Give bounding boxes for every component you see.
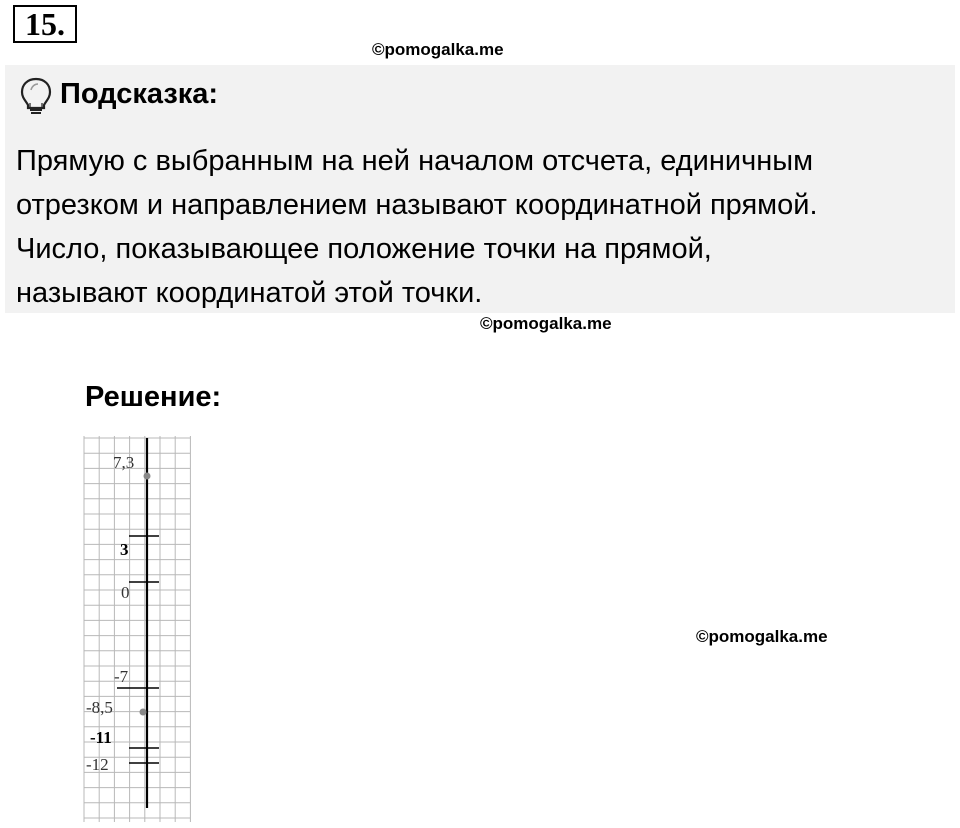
problem-number: 15. [13, 5, 77, 43]
hint-panel [5, 65, 955, 313]
axis-label: 7,3 [113, 453, 135, 472]
axis-label: 3 [120, 540, 129, 559]
axis-label: -7 [114, 667, 129, 686]
hint-line: отрезком и направлением называют координатной прямой. [16, 189, 818, 221]
point-marker [140, 709, 147, 716]
axis-label: 0 [121, 583, 130, 602]
coordinate-line-figure [80, 436, 195, 824]
watermark: ©pomogalka.me [372, 40, 504, 59]
axis-label: -11 [90, 728, 112, 747]
hint-line: называют координатой этой точки. [16, 277, 483, 309]
lightbulb-icon [19, 76, 53, 121]
axis-label: -12 [86, 755, 109, 774]
watermark: ©pomogalka.me [480, 314, 612, 333]
hint-body [16, 139, 946, 315]
solution-title: Решение: [85, 381, 222, 413]
watermark: ©pomogalka.me [696, 627, 828, 646]
hint-line: Число, показывающее положение точки на прямой, [16, 233, 712, 265]
hint-title: Подсказка: [60, 78, 219, 110]
point-marker [144, 473, 151, 480]
axis-label: -8,5 [86, 698, 113, 717]
hint-line: Прямую с выбранным на ней началом отсчета, единичным [16, 145, 814, 177]
